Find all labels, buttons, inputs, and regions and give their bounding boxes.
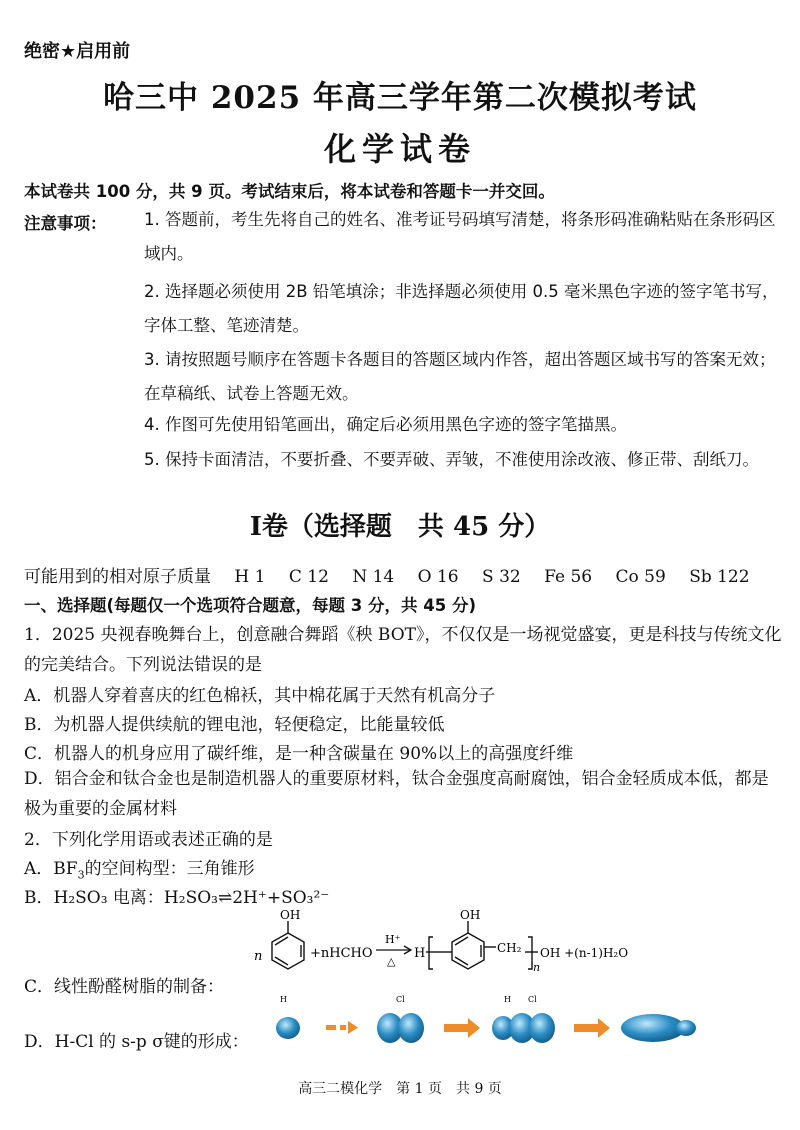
- atomic-mass-item: H 1: [234, 567, 266, 587]
- product-tail: OH +(n-1)H₂O: [540, 946, 629, 960]
- q2-option-c: C．线性酚醛树脂的制备：: [24, 977, 225, 997]
- s-orbital-icon: [276, 1017, 300, 1039]
- atomic-mass-item: Co 59: [615, 567, 666, 587]
- heat-label: △: [387, 955, 396, 968]
- arrow-icon: [574, 1018, 610, 1038]
- exam-intro: 本试卷共 100 分，共 9 页。考试结束后，将本试卷和答题卡一并交回。: [24, 182, 555, 201]
- atomic-mass-item: C 12: [288, 567, 329, 587]
- page-footer: 高三二模化学 第 1 页 共 9 页: [298, 1081, 502, 1097]
- note-item: 1. 答题前，考生先将自己的姓名、准考证号码填写清楚，将条形码准确粘贴在条形码区域内。: [144, 210, 776, 263]
- atomic-mass-item: O 16: [417, 567, 459, 587]
- formaldehyde-term: +nHCHO: [310, 946, 373, 961]
- phenol-ring-icon: [272, 921, 304, 969]
- exam-subtitle: 化学试卷: [323, 130, 476, 168]
- atomic-mass-line: [24, 562, 768, 587]
- orbital-label: Cl: [396, 995, 405, 1004]
- q2-option-b: B．H₂SO₃ 电离：H₂SO₃⇌2H⁺+SO₃²⁻: [24, 888, 330, 908]
- orbital-label: Cl: [528, 995, 537, 1004]
- hydroxyl-label: OH: [280, 908, 301, 922]
- atomic-mass-item: N 14: [352, 567, 395, 587]
- atomic-mass-item: Sb 122: [689, 567, 750, 587]
- section-title: I卷（选择题 共 45 分）: [249, 512, 551, 542]
- q1-stem: 1．2025 央视春晚舞台上，创意融合舞蹈《秧 BOT》，不仅仅是一场视觉盛宴，更是科技与传统文化的完美结合。下列说法错误的是: [24, 625, 782, 675]
- note-item: 4. 作图可先使用铅笔画出，确定后必须用黑色字迹的签字笔描黑。: [144, 415, 627, 434]
- exam-title: 哈三中 2025 年高三学年第二次模拟考试: [103, 80, 697, 116]
- degree-n: n: [533, 961, 541, 974]
- sigma-bond-orbital-icon: [621, 1014, 685, 1042]
- atomic-mass-label: 可能用到的相对原子质量: [24, 567, 211, 587]
- arrow-icon: [326, 1021, 358, 1034]
- q1-option-b: B．为机器人提供续航的锂电池，轻便稳定，比能量较低: [24, 715, 445, 735]
- part1-title: 一、选择题(每题仅一个选项符合题意，每题 3 分，共 45 分): [24, 596, 477, 615]
- chain-end-h: H: [414, 946, 426, 961]
- note-item: 5. 保持卡面清洁，不要折叠、不要弄破、弄皱，不准使用涂改液、修正带、刮纸刀。: [144, 450, 759, 469]
- q1-option-a: A．机器人穿着喜庆的红色棉袄，其中棉花属于天然有机高分子: [24, 686, 496, 706]
- s-p-sigma-bond-diagram: [268, 992, 708, 1052]
- q1-option-d: D．铝合金和钛合金也是制造机器人的重要原材料，钛合金强度高耐腐蚀，铝合金轻质成本低，都是极为重要的金属材料: [24, 769, 769, 819]
- q2-option-d: D．H-Cl 的 s-p σ键的形成：: [24, 1032, 249, 1052]
- hydroxyl-label: OH: [460, 908, 481, 922]
- confidential-label: 绝密★启用前: [24, 41, 131, 62]
- orbital-label: H: [280, 995, 287, 1004]
- note-item: 2. 选择题必须使用 2B 铅笔填涂；非选择题必须使用 0.5 毫米黑色字迹的签字笔书写，字体工整、笔迹清楚。: [144, 282, 779, 335]
- methylene-label: CH₂: [497, 941, 522, 955]
- phenol-formaldehyde-reaction: [250, 905, 650, 985]
- atomic-mass-item: Fe 56: [544, 567, 593, 587]
- q1-option-c: C．机器人的机身应用了碳纤维，是一种含碳量在 90%以上的高强度纤维: [24, 744, 574, 764]
- q2-stem: 2．下列化学用语或表述正确的是: [24, 830, 273, 850]
- coefficient-n: n: [254, 949, 263, 964]
- notes-heading: 注意事项：: [24, 214, 107, 233]
- arrow-icon: [444, 1018, 480, 1038]
- orbital-label: H: [504, 995, 511, 1004]
- note-item: 3. 请按照题号顺序在答题卡各题目的答题区域内作答，超出答题区域书写的答案无效；在草稿纸、试卷上答题无效。: [144, 350, 776, 403]
- q2-option-a: A．$BF_3$的空间构型：三角锥形: [24, 859, 255, 882]
- atomic-mass-item: S 32: [482, 567, 521, 587]
- catalyst-label: H⁺: [385, 933, 401, 946]
